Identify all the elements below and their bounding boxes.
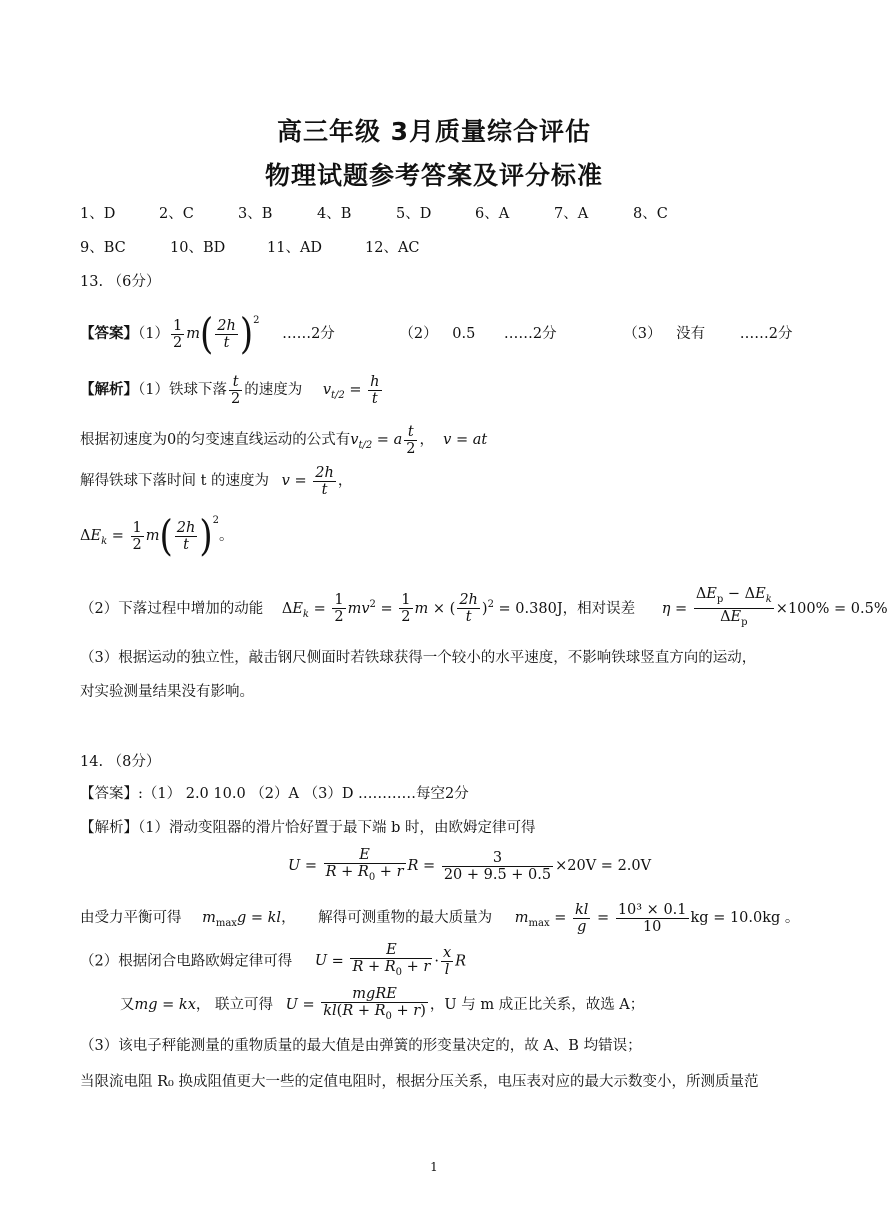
choice-answer: 4、B [317,206,352,222]
answer-3-value: 没有 [676,326,706,342]
fraction-kl-over-g: $\frac{kl}{g}$ [575,901,589,935]
q14-part-2: （2）根据闭合电路欧姆定律可得 U = $\frac{E}{R + R_0 + r}$ · $\frac{x}{l}$ R [80,942,466,980]
answer-2-prefix: （2） [399,326,438,342]
answer-1-prefix: （1） [138,326,169,342]
equation-1-mid: R = [407,858,436,874]
fraction-h-over-t: $\frac{h}{t}$ [370,373,380,407]
fraction-2h-over-t: $\frac{2h}{t}$ [315,464,334,498]
part-2-text: （2）下落过程中增加的动能 [80,600,264,617]
q13-part-3-line-2: 对实验测量结果没有影响。 [80,684,254,700]
analysis-3-text: 解得铁球下落时间 t 的速度为 [80,473,270,489]
part-2b-text-a: 又 [120,997,135,1013]
fraction-t-over-2: $\frac{t}{2}$ [230,373,241,407]
balance-text: 由受力平衡可得 [80,910,182,926]
analysis-2-text: 根据初速度为0的匀变速直线运动的公式有 [80,432,351,448]
q14-part-3-line-1: （3）该电子秤能测量的重物质量的最大值是由弹簧的形变量决定的，故 A、B 均错误； [80,1038,642,1054]
doc-title-line2: 物理试题参考答案及评分标准 [264,161,603,190]
q14-answer-line: 【答案】:（1） 2.0 10.0 （2）A （3）D …………每空2分 [80,786,469,802]
choice-answer: 9、BC [80,240,126,256]
equation-1-tail: ×20V = 2.0V [555,858,652,874]
fraction-one-half: $\frac{1}{2}$ [132,519,142,553]
fraction-one-half: $\frac{1}{2}$ [401,592,411,626]
analysis-3-tail: ， [337,473,353,489]
choice-answer: 11、AD [267,240,323,256]
q13-analysis-2: 根据初速度为0的匀变速直线运动的公式有$v_{t/2} = a$ $\frac{t}{2}$ ， v = at [80,423,488,457]
q14-heading: 14. （8分） [80,754,161,770]
part-2-eta-tail: ×100% = 0.5% [775,600,888,617]
fraction-t-over-2: $\frac{t}{2}$ [406,423,416,457]
part-2-eq-tail: = 0.380J，相对误差 [498,600,636,617]
answer-label: 【答案】 [80,325,138,342]
page-number: 1 [430,1160,438,1174]
fraction-relative-error: $\frac{\Delta E_p - \Delta E_k}{\Delta E_p}$ [695,586,772,629]
q13-analysis-3: 解得铁球下落时间 t 的速度为 v = $\frac{2h}{t}$ ， [80,464,353,498]
answer-2-score: ……2分 [503,326,557,342]
q14-balance-line: 由受力平衡可得 $m_{max}g$ = kl， 解得可测重物的最大质量为 $m_{max}$ = $\frac{kl}{g}$ = $\frac{\text{10³ × 0.1}}{10}$ kg = 10.0kg 。 [80,901,800,935]
analysis-4-tail: 。 [218,528,234,544]
part-2b-text-b: ， 联立可得 [195,997,273,1013]
q13-answer-line: 【答案】（1） $\frac{1}{2}$ m( $\frac{2h}{t}$ )$^2$ ……2分 （2） 0.5 ……2分 （3） 没有 ……2分 [80,309,793,359]
answer-2-value: 0.5 [452,326,476,342]
fraction-e-over-r: $\frac{E}{R + R_0 + r}$ [325,846,404,883]
answer-3-score: ……2分 [739,326,793,342]
choice-answer: 10、BD [170,240,226,256]
choice-answer: 5、D [396,206,432,222]
doc-title-line1: 高三年级 3月质量综合评估 [276,117,592,146]
fraction-mgre: $\frac{\text{mgRE}}{kl(R + R_0 + r)}$ [323,985,426,1022]
fraction-2h-over-t: $\frac{2h}{t}$ [176,519,196,553]
q14-part-2b: 又mg = kx， 联立可得 U = $\frac{\text{mgRE}}{kl(R + R_0 + r)}$ ，U 与 m 成正比关系，故选 A； [120,984,644,1026]
analysis-1-text-b: 的速度为 [244,382,303,398]
choice-answer: 7、A [554,206,589,222]
q14-part-3-line-2: 当限流电阻 R₀ 换成阻值更大一些的定值电阻时，根据分压关系，电压表对应的最大示数变小，所测质量范 [80,1074,759,1090]
q13-part-3-line-1: （3）根据运动的独立性，敲击钢尺侧面时若铁球获得一个较小的水平速度，不影响铁球竖直方向的运动， [80,650,757,666]
q13-part-2: （2）下落过程中增加的动能 $\Delta E_k$ = $\frac{1}{2}$ $mv^2$ = $\frac{1}{2}$ m × ( $\frac{2h}{t}$ )$^2$ = 0.380J，相对误差 η = $\frac{\Delta E_p - \Delta E_k}{\Delta E_p}$ ×100% = 0.5% [80,584,888,626]
fraction-one-half: $\frac{1}{2}$ [172,317,183,351]
mass-tail: kg = 10.0kg 。 [690,910,800,926]
q13-heading: 13. （6分） [80,274,161,290]
fraction-mass: $\frac{\text{10³ × 0.1}}{10}$ [617,901,687,935]
analysis-1-text-a: （1）铁球下落 [138,382,227,398]
answer-3-prefix: （3） [623,326,662,342]
fraction-numeric: $\frac{3}{20 + 9.5 + 0.5}$ [443,849,552,883]
answer-1-score: ……2分 [282,326,335,342]
choice-answer: 8、C [633,206,668,222]
part-2-text: （2）根据闭合电路欧姆定律可得 [80,953,293,970]
part-2b-text-c: ，U 与 m 成正比关系，故选 A； [429,997,645,1013]
q14-equation-1: U = $\frac{E}{R + R_0 + r}$ R = $\frac{3}{20 + 9.5 + 0.5}$ ×20V = 2.0V [288,844,651,888]
fraction-2h-over-t: $\frac{2h}{t}$ [217,317,236,351]
fraction-e-over-r: $\frac{E}{R + R_0 + r}$ [352,942,431,978]
choices-row-2 [80,238,420,258]
fraction-one-half: $\frac{1}{2}$ [334,592,344,626]
choice-answer: 2、C [159,206,194,222]
choice-answer: 12、AC [365,240,420,256]
q13-analysis-1: 【解析】（1）铁球下落 $\frac{t}{2}$ 的速度为 $v_{t/2}$ = $\frac{h}{t}$ [80,373,380,407]
q14-analysis-1: 【解析】（1）滑动变阻器的滑片恰好置于最下端 b 时，由欧姆定律可得 [80,820,536,836]
choice-answer: 3、B [238,206,273,222]
choice-answer: 6、A [475,206,510,222]
analysis-label: 【解析】 [80,381,138,398]
q13-analysis-4: $\Delta E_k$ = $\frac{1}{2}$ m( $\frac{2h}{t}$ )$^2$。 [80,511,234,561]
solve-text: 解得可测重物的最大质量为 [318,910,493,926]
fraction-2h-over-t: $\frac{2h}{t}$ [459,592,478,626]
fraction-x-over-l: $\frac{x}{l}$ [442,944,452,978]
choice-answer: 1、D [80,206,116,222]
choices-row-1 [80,204,668,224]
